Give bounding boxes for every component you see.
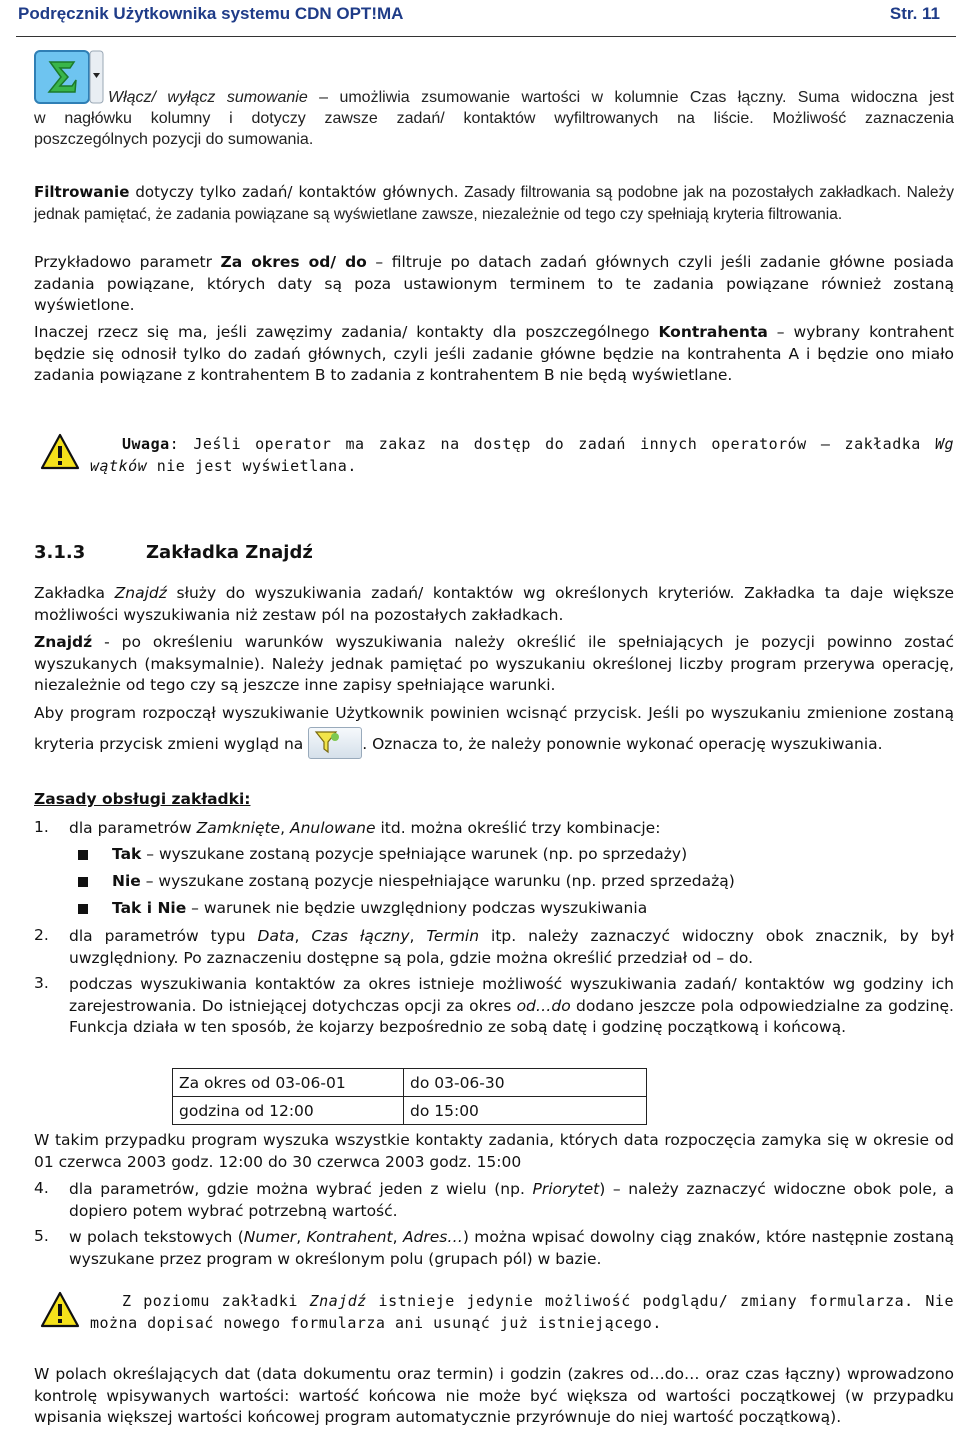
text: dla parametrów, gdzie można wybrać jeden z wielu (np.: [69, 1180, 533, 1198]
rules-heading: Zasady obsługi zakładki:: [34, 790, 251, 808]
after-table-paragraph: W takim przypadku program wyszuka wszystkie kontakty zadania, których data rozpoczęcia zamyka się w okresie od 01 czerwca 2003 godz. 12:00 do 30 czerwca 2003 godz. 15:00: [34, 1131, 954, 1171]
text: – filtruje po datach zadań głównych czyli jeśli zadanie główne posiada zadania powiązane, których daty są poza ustawionym terminem to te zadania powiązane również zostaną wyświetlone.: [34, 253, 955, 314]
text: Znajdź: [309, 1292, 367, 1310]
text: : Jeśli operator ma zakaz na dostęp do zadań innych operatorów – zakładka: [169, 435, 935, 453]
item-3-text: [69, 974, 954, 1039]
validation-paragraph: W polach określających dat (data dokumentu oraz termin) i godzin (zakres od…do… oraz czas łączny) wprowadzono kontrolę wpisywanych wartości: wartość końcowa nie może być większa od wartości początkowej (w przypadku wpisania większej wartości końcowej program automatycznie przyrównuje do niej wartość początkową).: [34, 1365, 954, 1426]
find-limit-paragraph: [34, 632, 954, 697]
filter-paragraph: [34, 182, 954, 225]
text: dla parametrów typu: [69, 927, 258, 945]
section-title: Zakładka Znajdź: [146, 542, 313, 563]
table-cell: Za okres od 03-06-01: [173, 1069, 404, 1097]
section-number: 3.1.3: [34, 542, 86, 563]
text: Czas łączny: [311, 927, 410, 945]
text: Inaczej rzecz się ma, jeśli zawęzimy zadania/ kontakty dla poszczególnego: [34, 323, 659, 341]
text: ) można wpisać dowolny ciąg znaków, które następnie zostaną wyszukane przez program w określonym polu (grupach pól) w bazie.: [69, 1228, 955, 1268]
item-2-number: 2.: [34, 926, 49, 944]
text: – wyszukane zostaną pozycje spełniające warunek (np. po sprzedaży): [141, 845, 688, 863]
text: od…do: [516, 996, 571, 1015]
text: Z poziomu zakładki: [122, 1292, 310, 1310]
text: – wybrany kontrahent będzie się odnosił tylko do zadań głównych, czyli jeśli zadanie główne będzie na kontrahenta A i będzie ono miało zadania powiązane z kontrahentem B to zadania z kontrahentem B nie będą wyświetlane.: [34, 323, 955, 384]
text: służy do wyszukiwania zadań/ kontaktów wg określonych kryteriów. Zakładka ta daje większe możliwości wyszukiwania niż zestaw pól na pozostałych zakładkach.: [34, 584, 954, 624]
item-5-text: [69, 1227, 954, 1270]
bullet-item: [112, 845, 687, 863]
text: dodano jeszcze pola odpowiedzialne za godzinę. Funkcja działa w ten sposób, że kojarzy bezpośrednio ze sobą datę i godzinę początkową i końcową.: [69, 996, 954, 1036]
text: dla parametrów: [69, 819, 197, 837]
text: Zasady filtrowania są podobne jak na pozostałych zakładkach. Należy jednak pamiętać, że zadania powiązane są wyświetlane zawsze, niezależnie od tego czy spełniają kryteria filtrowania.: [34, 184, 955, 223]
sum-toggle-desc-line2: w nagłówku kolumny i dotyczy zawsze zadań/ kontaktów wyfiltrowanych na liście. Możliwość zaznaczenia: [34, 110, 954, 127]
item-5-number: 5.: [34, 1227, 49, 1245]
table-row: [173, 1069, 647, 1097]
item-1-number: 1.: [34, 818, 49, 836]
sum-toggle-icon: [34, 50, 104, 104]
text: – umożliwia zsumowanie wartości w kolumnie Czas łączny. Suma widoczna jest: [307, 89, 954, 106]
filter-refresh-button[interactable]: [308, 727, 362, 759]
note-find-tab-form: [90, 1290, 954, 1334]
item-3-number: 3.: [34, 974, 49, 992]
text: – warunek nie będzie uwzględniony podczas wyszukiwania: [186, 899, 648, 917]
table-row: [173, 1097, 647, 1125]
text: ,: [296, 1228, 307, 1246]
text: istnieje jedynie możliwość podglądu/ zmiany formularza. Nie można dopisać nowego formularza ani usunąć już istniejącego.: [90, 1292, 954, 1332]
text: - po określeniu warunków wyszukiwania należy określić ile spełniających je pozycji powinno zostać wyszukanych (maksymalnie). Należy jednak pamiętać po wyszukaniu określonej liczby program przerywa operację, niezależnie od tego czy są jeszcze inne zapisy spełniające warunki.: [34, 633, 954, 694]
find-tab-intro: [34, 583, 954, 626]
bullet-item: [112, 872, 735, 890]
text: ,: [392, 1228, 403, 1246]
header-divider: [16, 36, 956, 37]
contractor-paragraph: [34, 322, 954, 387]
text: Tak i Nie: [112, 899, 187, 917]
text: ,: [280, 819, 290, 837]
sum-toggle-desc-line1: [108, 89, 954, 107]
text: Nie: [112, 872, 141, 890]
document-title: Podręcznik Użytkownika systemu CDN OPT!MA: [18, 4, 404, 23]
text: dotyczy tylko zadań/ kontaktów głównych.: [129, 183, 459, 201]
date-filter-paragraph: [34, 252, 954, 317]
item-1-text: [69, 818, 954, 840]
text: podczas wyszukiwania kontaktów za okres istnieje możliwość wyszukiwania zadań/ kontaktów wg godziny ich zarejestrowania. Do istniejącej dotychczas opcji za okres: [69, 975, 954, 1015]
text: Priorytet: [532, 1180, 600, 1198]
date-range-example-table: [172, 1068, 647, 1125]
text: Zamknięte: [196, 819, 281, 837]
bullet-marker: [78, 850, 88, 860]
text: Anulowane: [289, 819, 376, 837]
sum-toggle-desc-line3: poszczególnych pozycji do sumowania.: [34, 131, 314, 148]
note-operator-access: [90, 433, 954, 477]
text: Tak: [112, 845, 142, 863]
text: Znajdź: [114, 584, 167, 602]
text: Adres…: [402, 1228, 463, 1246]
text: nie jest wyświetlana.: [147, 457, 357, 475]
bullet-marker: [78, 904, 88, 914]
text: ,: [294, 927, 312, 945]
text: w polach tekstowych (: [69, 1228, 244, 1246]
table-cell: do 03-06-30: [404, 1069, 647, 1097]
bullet-marker: [78, 877, 88, 887]
text: Termin: [426, 927, 480, 945]
text: ) – należy zaznaczyć widoczne obok pole, a dopiero potem wybrać potrzebną wartość.: [69, 1180, 954, 1220]
text: Wg wątków: [90, 435, 954, 475]
text: Uwaga: [122, 435, 170, 453]
text: Za okres od/ do: [220, 253, 367, 271]
sum-toggle-label: Włącz/ wyłącz sumowanie: [108, 89, 308, 106]
text: Numer: [243, 1228, 297, 1246]
table-cell: do 15:00: [404, 1097, 647, 1125]
text: Data: [257, 927, 295, 945]
text: ,: [409, 927, 427, 945]
text: Kontrahenta: [658, 323, 768, 341]
text: – wyszukane zostaną pozycje niespełniające warunku (np. przed sprzedażą): [140, 872, 735, 890]
filter-term: Filtrowanie: [34, 183, 130, 201]
bullet-item: [112, 899, 647, 917]
page-number: Str. 11: [889, 4, 940, 23]
search-start-line2: [34, 726, 954, 762]
text: itd. można określić trzy kombinacje:: [375, 819, 661, 837]
text: itp. należy zaznaczyć widoczny obok znacznik, by był uwzględniony. Po zaznaczeniu dostępne są pola, gdzie można określić przedział od – do.: [69, 927, 955, 967]
text: Zakładka: [34, 584, 115, 602]
item-4-number: 4.: [34, 1179, 49, 1197]
warning-icon: [40, 432, 80, 472]
table-cell: godzina od 12:00: [173, 1097, 404, 1125]
text: Przykładowo parametr: [34, 253, 221, 271]
item-4-text: [69, 1179, 954, 1222]
text: . Oznacza to, że należy ponownie wykonać operację wyszukiwania.: [362, 735, 883, 753]
text: Kontrahent: [306, 1228, 393, 1246]
text: Znajdź: [34, 633, 93, 651]
item-2-text: [69, 926, 954, 969]
text: kryteria przycisk zmieni wygląd na: [34, 735, 309, 753]
search-start-line1: Aby program rozpoczął wyszukiwanie Użytkownik powinien wcisnąć przycisk. Jeśli po wyszukaniu zmienione zostaną: [34, 704, 954, 722]
warning-icon: [40, 1290, 80, 1330]
